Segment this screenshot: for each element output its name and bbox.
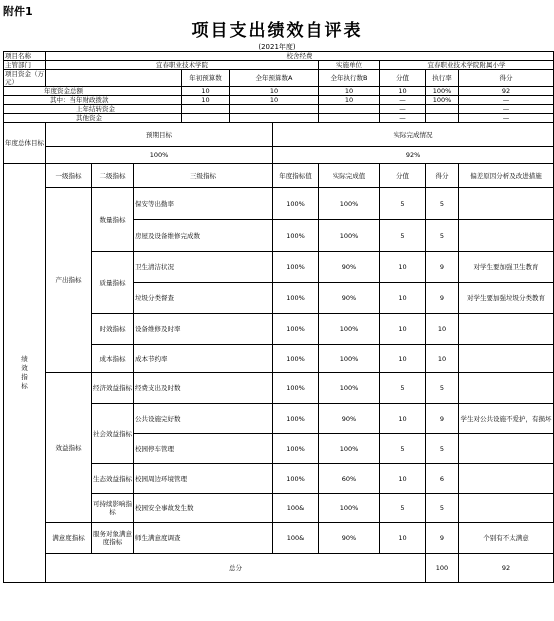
funds-row-label: 其中：当年财政拨款 [4,96,182,105]
level1-benefit: 效益指标 [46,373,92,523]
funds-score: — [459,96,554,105]
year-target-cell: 100% [273,314,319,345]
reason-cell [459,434,554,464]
table-row [4,188,554,220]
value-cell: 10 [380,464,426,494]
funds-rate [426,105,459,114]
reason-cell [459,314,554,345]
funds-score: 92 [459,87,554,96]
actual-cell: 90% [319,404,380,434]
perf-side-label: 绩效指标 [4,164,46,583]
actual-cell: 100% [319,314,380,345]
funds-label: 项目资金（万元） [5,70,44,86]
funds-value: — [380,96,426,105]
level2-eco: 生态效益指标 [92,464,134,494]
value-cell: 10 [380,283,426,314]
funds-initial: 10 [182,96,230,105]
impl-unit-value: 宜春职业技术学院附属小学 [380,61,554,70]
funds-row [4,87,554,96]
level2-cost: 成本指标 [92,345,134,373]
reason-cell [459,464,554,494]
year-target-cell: 100% [273,434,319,464]
year-target-cell: 100& [273,523,319,554]
total-label: 总分 [46,554,426,583]
level2-econ: 经济效益指标 [92,373,134,404]
value-header: 分值 [380,164,426,188]
level3-cell: 房屋及设备维修完成数 [134,220,273,252]
annual-goal-label: 年度总体目标 [4,123,46,164]
level2-header: 二级指标 [92,164,134,188]
funds-row-label: 其他资金 [4,114,182,123]
value-cell: 10 [380,314,426,345]
level2-quantity: 数量指标 [92,188,134,252]
full-budget-header: 全年预算数A [230,70,319,87]
page-title: 项目支出绩效自评表 [191,21,363,41]
full-exec-header: 全年执行数B [319,70,380,87]
level1-satisfaction: 满意度指标 [46,523,92,554]
reason-cell [459,188,554,220]
dept-value: 宜春职业技术学院 [46,61,319,70]
actual-cell: 60% [319,464,380,494]
funds-exec [319,105,380,114]
project-name-label: 项目名称 [4,52,46,61]
reason-cell: 个别有不太满意 [459,523,554,554]
funds-full: 10 [230,87,319,96]
score-cell: 5 [426,373,459,404]
year-target-cell: 100% [273,252,319,283]
funds-rate: 100% [426,87,459,96]
value-cell: 5 [380,373,426,404]
reason-cell [459,373,554,404]
funds-row-label: 上年结转资金 [4,105,182,114]
evaluation-table [3,51,554,583]
score-value-header: 分值 [380,70,426,87]
score-cell: 10 [426,314,459,345]
reason-cell [459,220,554,252]
total-value: 100 [426,554,459,583]
reason-cell: 对学生要加强卫生教育 [459,252,554,283]
score-cell: 5 [426,434,459,464]
value-cell: 5 [380,188,426,220]
year-target-cell: 100% [273,283,319,314]
score-cell: 5 [426,494,459,523]
level2-service: 服务对象满意度指标 [92,523,134,554]
funds-rate [426,114,459,123]
actual-status-value: 92% [273,147,554,164]
year-target-header: 年度指标值 [273,164,319,188]
level1-header: 一级指标 [46,164,92,188]
score-header: 得分 [459,70,554,87]
value-cell: 10 [380,252,426,283]
year-target-cell: 100& [273,494,319,523]
level2-sustain: 可持续影响指标 [92,494,134,523]
level1-output: 产出指标 [46,188,92,373]
year-note: (2021年度) [258,43,296,51]
funds-row [4,114,554,123]
level3-cell: 校园周边环境管理 [134,464,273,494]
value-cell: 5 [380,494,426,523]
year-target-cell: 100% [273,220,319,252]
actual-cell: 90% [319,283,380,314]
score-cell: 9 [426,523,459,554]
score-cell: 5 [426,188,459,220]
level3-cell: 成本节约率 [134,345,273,373]
score-cell: 10 [426,345,459,373]
annex-label: 附件1 [3,5,33,18]
actual-cell: 100% [319,434,380,464]
funds-full [230,105,319,114]
actual-cell: 100% [319,345,380,373]
level2-time: 时效指标 [92,314,134,345]
funds-initial [182,105,230,114]
score-cell: 9 [426,404,459,434]
value-cell: 10 [380,404,426,434]
level2-social: 社会效益指标 [92,404,134,464]
value-cell: 10 [380,523,426,554]
funds-initial: 10 [182,87,230,96]
reason-header: 偏差原因分析及改进措施 [459,164,554,188]
funds-score: — [459,114,554,123]
funds-full [230,114,319,123]
table-row [4,373,554,404]
funds-exec: 10 [319,87,380,96]
funds-exec: 10 [319,96,380,105]
year-target-cell: 100% [273,404,319,434]
score-cell: 9 [426,283,459,314]
level3-cell: 校园停车管理 [134,434,273,464]
funds-row [4,105,554,114]
value-cell: 5 [380,434,426,464]
score-cell: 5 [426,220,459,252]
actual-cell: 90% [319,252,380,283]
value-cell: 10 [380,345,426,373]
score-cell: 6 [426,464,459,494]
actual-status-label: 实际完成情况 [273,123,554,147]
year-target-cell: 100% [273,345,319,373]
funds-initial [182,114,230,123]
year-target-cell: 100% [273,188,319,220]
level2-quality: 质量指标 [92,252,134,314]
exec-rate-header: 执行率 [426,70,459,87]
reason-cell: 对学生要加强垃圾分类教育 [459,283,554,314]
level3-cell: 保安等出勤率 [134,188,273,220]
level3-cell: 公共设施完好数 [134,404,273,434]
year-target-cell: 100% [273,464,319,494]
impl-unit-label: 实施单位 [319,61,380,70]
table-row [4,523,554,554]
actual-cell: 90% [319,523,380,554]
level3-cell: 卫生清洁状况 [134,252,273,283]
reason-cell [459,494,554,523]
actual-cell: 100% [319,220,380,252]
actual-cell: 100% [319,373,380,404]
funds-value: 10 [380,87,426,96]
score-cell: 9 [426,252,459,283]
level3-cell: 设备维修及时率 [134,314,273,345]
actual-value-header: 实际完成值 [319,164,380,188]
initial-budget-header: 年初预算数 [182,70,230,87]
level3-cell: 师生满意度调查 [134,523,273,554]
funds-score: — [459,105,554,114]
funds-row [4,96,554,105]
expected-goal-value: 100% [46,147,273,164]
reason-cell [459,345,554,373]
year-target-cell: 100% [273,373,319,404]
score-header-perf: 得分 [426,164,459,188]
expected-goal-label: 预期目标 [46,123,273,147]
funds-row-label: 年度资金总额 [4,87,182,96]
actual-cell: 100% [319,494,380,523]
reason-cell: 学生对公共设施不爱护，有损坏 [459,404,554,434]
funds-exec [319,114,380,123]
value-cell: 5 [380,220,426,252]
dept-label: 主管部门 [4,61,46,70]
funds-full: 10 [230,96,319,105]
funds-value: — [380,105,426,114]
project-name-value: 校舍经费 [46,52,554,61]
total-score: 92 [459,554,554,583]
level3-header: 三级指标 [134,164,273,188]
level3-cell: 经费支出及时数 [134,373,273,404]
level3-cell: 垃圾分类督查 [134,283,273,314]
actual-cell: 100% [319,188,380,220]
funds-rate: 100% [426,96,459,105]
level3-cell: 校园安全事故发生数 [134,494,273,523]
funds-value: — [380,114,426,123]
